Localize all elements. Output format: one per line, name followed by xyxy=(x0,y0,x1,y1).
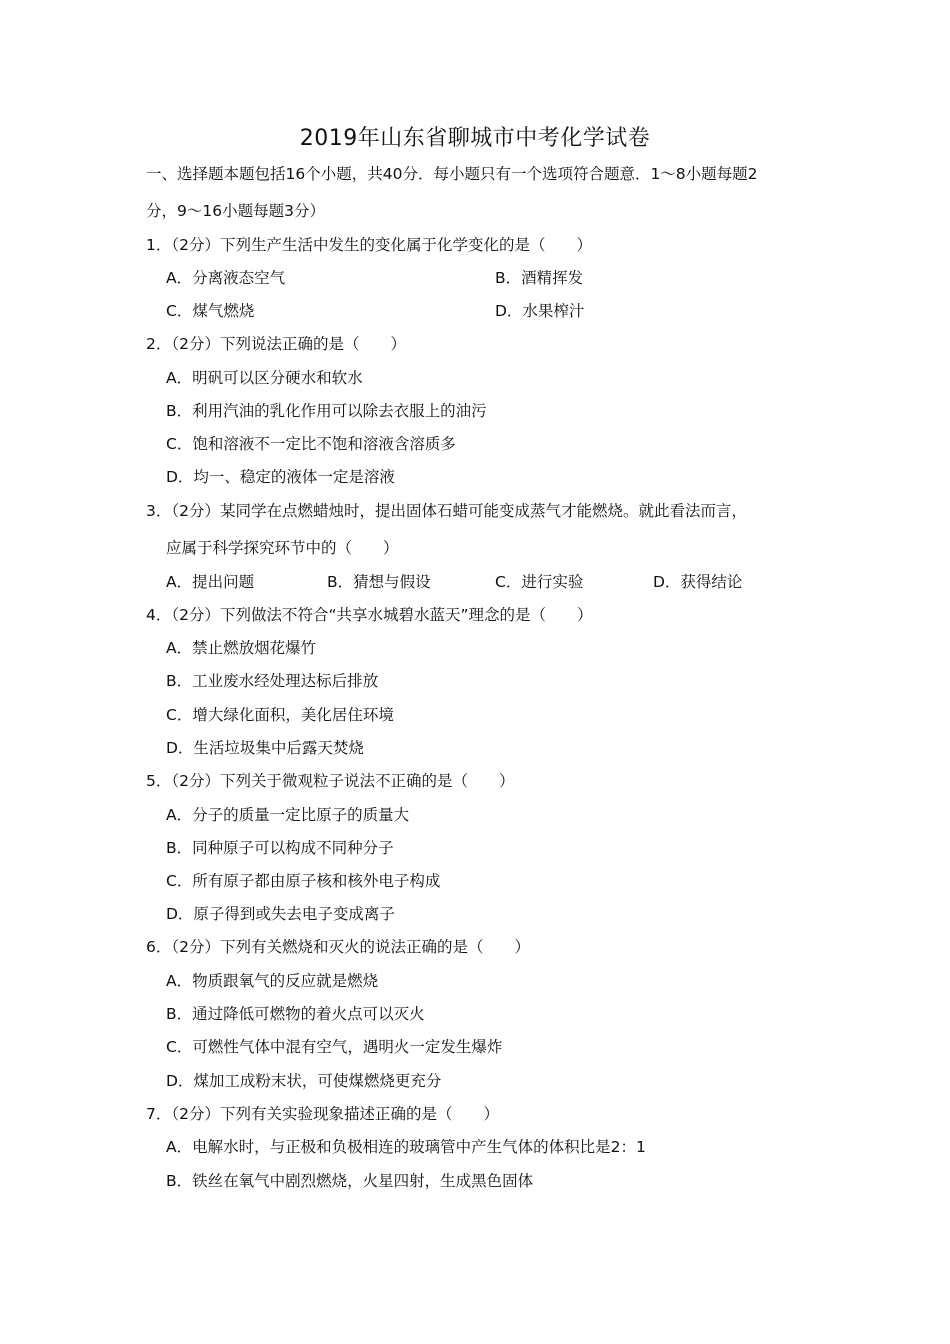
question-7-option-b: B．铁丝在氧气中剧烈燃烧，火星四射，生成黑色固体 xyxy=(166,1172,534,1190)
question-1-option-b: B．酒精挥发 xyxy=(495,269,584,287)
question-4-option-a: A．禁止燃放烟花爆竹 xyxy=(166,639,317,657)
question-5-option-a: A．分子的质量一定比原子的质量大 xyxy=(166,806,410,824)
question-4-option-d: D．生活垃圾集中后露天焚烧 xyxy=(166,739,364,757)
question-6-option-d: D．煤加工成粉末状，可使煤燃烧更充分 xyxy=(166,1072,442,1090)
question-1-option-a: A．分离液态空气 xyxy=(166,269,286,287)
question-1-stem: 1．（2分）下列生产生活中发生的变化属于化学变化的是（ ） xyxy=(146,236,592,254)
question-2-option-a: A．明矾可以区分硬水和软水 xyxy=(166,369,363,387)
question-3-option-d: D．获得结论 xyxy=(653,573,743,591)
question-1-option-d: D．水果榨汁 xyxy=(495,302,585,320)
question-4-option-b: B．工业废水经处理达标后排放 xyxy=(166,672,379,690)
question-6-stem: 6．（2分）下列有关燃烧和灭火的说法正确的是（ ） xyxy=(146,938,530,956)
question-5-stem: 5．（2分）下列关于微观粒子说法不正确的是（ ） xyxy=(146,772,515,790)
section-instructions-line2: 分，9～16小题每题3分） xyxy=(146,202,325,220)
question-5-option-c: C．所有原子都由原子核和核外电子构成 xyxy=(166,872,441,890)
question-3-stem-continued: 应属于科学探究环节中的（ ） xyxy=(166,539,399,557)
section-instructions-line1: 一、选择题本题包括16个小题，共40分．每小题只有一个选项符合题意．1～8小题每题2 xyxy=(146,165,758,183)
question-2-option-d: D．均一、稳定的液体一定是溶液 xyxy=(166,468,395,486)
question-3-option-c: C．进行实验 xyxy=(495,573,584,591)
question-4-stem: 4．（2分）下列做法不符合“共享水城碧水蓝天”理念的是（ ） xyxy=(146,606,593,624)
question-5-option-b: B．同种原子可以构成不同种分子 xyxy=(166,839,394,857)
question-2-option-b: B．利用汽油的乳化作用可以除去衣服上的油污 xyxy=(166,402,487,420)
question-7-stem: 7．（2分）下列有关实验现象描述正确的是（ ） xyxy=(146,1105,499,1123)
question-6-option-a: A．物质跟氧气的反应就是燃烧 xyxy=(166,972,379,990)
page-title: 2019年山东省聊城市中考化学试卷 xyxy=(299,126,651,151)
question-3-stem: 3．（2分）某同学在点燃蜡烛时，提出固体石蜡可能变成蒸气才能燃烧。就此看法而言， xyxy=(146,502,747,520)
question-6-option-c: C．可燃性气体中混有空气，遇明火一定发生爆炸 xyxy=(166,1038,503,1056)
question-2-option-c: C．饱和溶液不一定比不饱和溶液含溶质多 xyxy=(166,435,456,453)
question-4-option-c: C．增大绿化面积，美化居住环境 xyxy=(166,706,394,724)
question-7-option-a: A．电解水时，与正极和负极相连的玻璃管中产生气体的体积比是2：1 xyxy=(166,1138,646,1156)
question-1-option-c: C．煤气燃烧 xyxy=(166,302,255,320)
question-5-option-d: D．原子得到或失去电子变成离子 xyxy=(166,905,395,923)
question-6-option-b: B．通过降低可燃物的着火点可以灭火 xyxy=(166,1005,425,1023)
question-3-option-a: A．提出问题 xyxy=(166,573,255,591)
question-3-option-b: B．猜想与假设 xyxy=(327,573,431,591)
question-2-stem: 2．（2分）下列说法正确的是（ ） xyxy=(146,335,406,353)
